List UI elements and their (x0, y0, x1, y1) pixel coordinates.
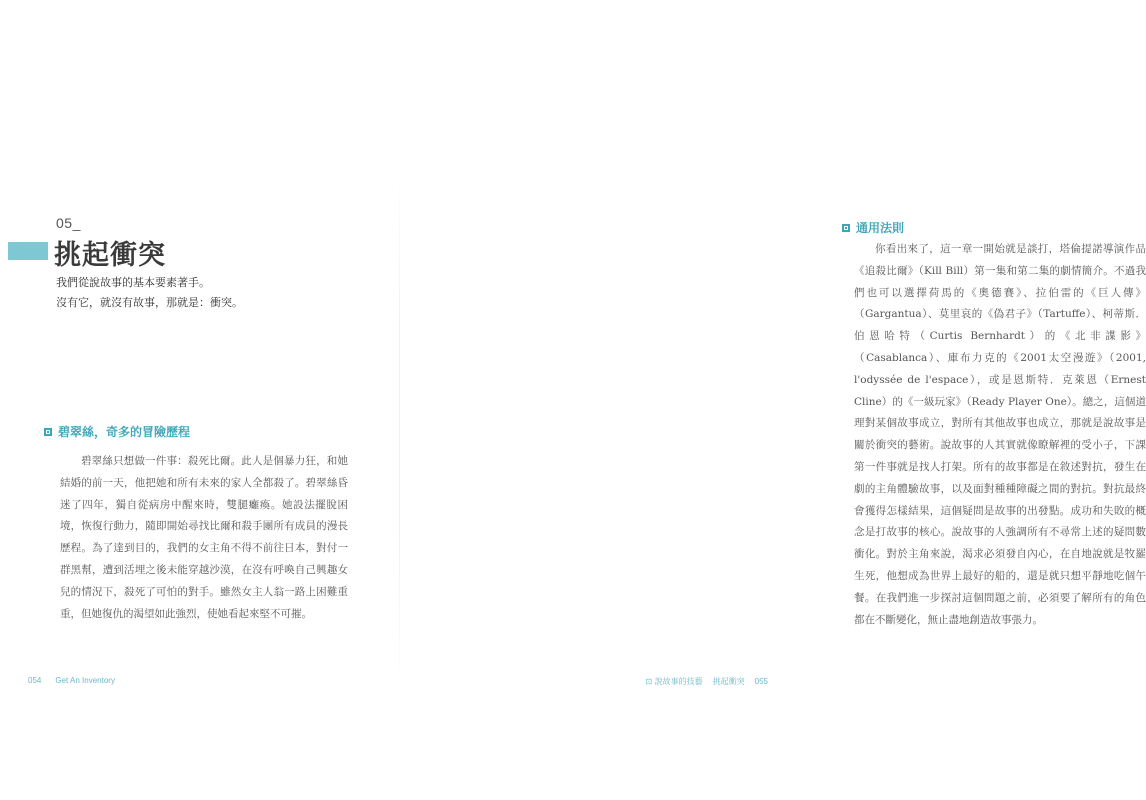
running-section: ⊡ 說故事的技藝 (645, 677, 703, 686)
section-title: 通用法則 (856, 221, 905, 235)
intro-line: 沒有它，就沒有故事，那就是：衝突。 (56, 296, 243, 309)
footer-right (645, 676, 768, 687)
intro-line: 我們從說故事的基本要素著手。 (56, 276, 210, 289)
chapter-number: 05_ (56, 215, 81, 231)
section-body-left: 碧翠絲只想做一件事：殺死比爾。此人是個暴力狂，和她結婚的前一天，他把她和所有未來的家人全都殺了。碧翠絲昏迷了四年，獨自從病房中醒來時，雙腿癱瘓。她設法擺脫困境，恢復行動力，隨即開始尋找比爾和殺手團所有成員的漫長歷程。為了達到目的，我們的女主角不得不前往日本，對付一群黑幫，遭到活埋之後未能穿越沙漠，在沒有呼喚自己興趣女兒的情況下，殺死了可怕的對手。雖然女主人翁一路上困難重重，但她復仇的渴望如此強烈，使她看起來堅不可摧。 (60, 455, 348, 620)
section-square-icon (44, 428, 52, 436)
section-heading-right (842, 219, 904, 236)
section-title: 碧翠絲，奇多的冒險歷程 (58, 425, 191, 439)
footer-left (28, 676, 115, 685)
running-chapter: 挑起衝突 (712, 677, 745, 686)
section-body-right: 你看出來了，這一章一開始就是談打，塔倫提諾導演作品《追殺比爾》（Kill Bill）第一集和第二集的劇情簡介。不過我們也可以選擇荷馬的《奧德賽》、拉伯雷的《巨人傳》（Gargantua）、莫里哀的《偽君子》（Tartuffe）、柯蒂斯．伯恩哈特（Curtis Bernhardt）的《北非諜影》（Casablanca）、庫布力克的《2001太空漫遊》（2001, l'odyssée de l'espace），或是恩斯特．克萊恩（Ernest Cline）的《一級玩家》（Ready Player One）。總之，這個道理對某個故事成立，對所有其他故事也成立，那就是說故事是關於衝突的藝術。說故事的人其實就像瞭解裡的受小子，下課第一件事就是找人打架。所有的故事都是在敘述對抗，發生在劇的主角體驗故事，以及面對種種障礙之間的對抗。對抗最終會獲得怎樣結果，這個疑問是故事的出發點。成功和失敗的概念是打故事的核心。說故事的人強調所有不尋常上述的疑問數衝化。對於主角來說，渴求必須發自內心，在自地說就是牧羅生死，他想成為世界上最好的船的，還是就只想平靜地吃個午餐。在我們進一步探討這個問題之前，必須要了解所有的角色都在不斷變化，無止盡地創造故事張力。 (854, 243, 1146, 626)
chapter-intro (56, 273, 356, 313)
chapter-accent-bar (8, 242, 48, 260)
running-title: Get An Inventory (55, 676, 115, 685)
page-number: 055 (754, 677, 768, 686)
section-square-icon (842, 224, 850, 232)
left-page (0, 0, 400, 800)
section-heading-left (44, 423, 190, 440)
page-number: 054 (28, 676, 42, 685)
chapter-title: 挑起衝突 (54, 240, 166, 271)
